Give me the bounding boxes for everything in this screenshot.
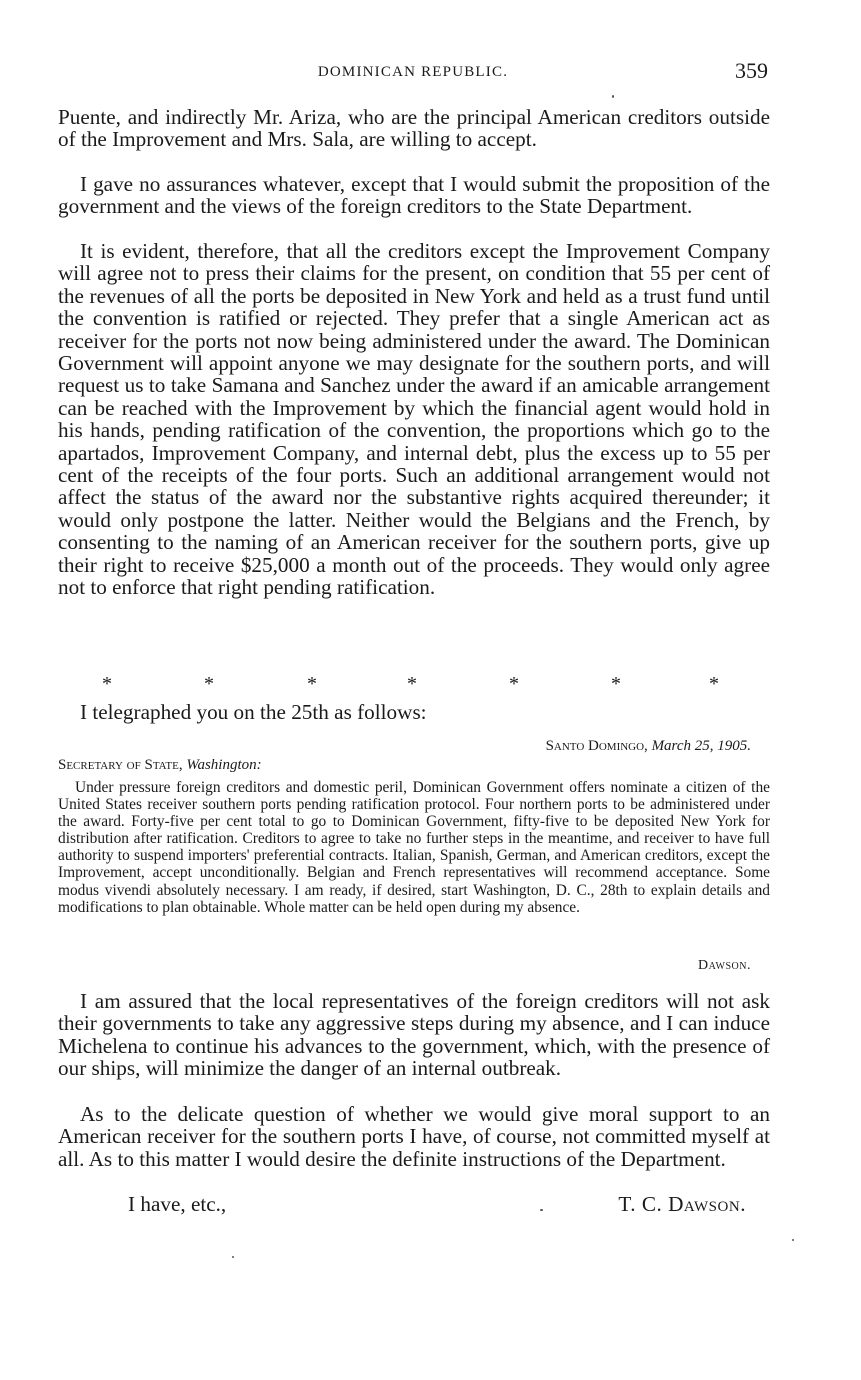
ellipsis-star: * <box>611 673 621 695</box>
telegram-addressee: Secretary of State, <box>58 757 183 773</box>
print-speck <box>612 95 614 98</box>
body-paragraph-4 <box>58 990 770 1080</box>
body-paragraph-5 <box>58 1103 770 1170</box>
paragraph-assurances: I gave no assurances whatever, except that I would submit the proposition of the government and the views of the foreign creditors to the State Department. <box>58 172 770 219</box>
body-paragraph-2 <box>58 173 770 218</box>
telegram-addressee-city: Washington: <box>186 757 262 773</box>
running-head <box>58 58 768 88</box>
telegram-date: March 25, 1905. <box>651 738 751 754</box>
print-speck <box>792 1239 794 1241</box>
paragraph-continuation: Puente, and indirectly Mr. Ariza, who are the principal American creditors outside of the Improvement and Mrs. Sala, are willing to accept. <box>58 105 770 152</box>
ellipsis-star: * <box>307 673 317 695</box>
telegram-body: Under pressure foreign creditors and domestic peril, Dominican Government offers nominate a citizen of the United States receiver southern ports pending ratification protocol. Four northern ports to be administered under the award. Forty-five per cent total to go to Dominican Government, fifty-five to be deposited New York for distribution after ratification. Creditors to agree to take no further steps in the meantime, and receiver to have full authority to suspend importers' preferential contracts. Italian, Spanish, German, and American creditors, except the Improvement, accept unconditionally. Belgian and French representatives will recommend acceptance. Some modus vivendi absolutely necessary. I am ready, if desired, start Washington, D. C., 28th to explain details and modifications to plan obtainable. Whole matter can be held open during my absence. <box>58 779 770 916</box>
ellipsis-stars <box>58 673 770 695</box>
telegram-signature: Dawson. <box>698 958 751 973</box>
letter-signature: T. C. Dawson. <box>618 1192 746 1216</box>
paragraph-assured: I am assured that the local representatives of the foreign creditors will not ask their governments to take any aggressive steps during my absence, and I can induce Michelena to continue his advances to the government, which, with the presence of our ships, will minimize the danger of an internal outbreak. <box>58 989 770 1081</box>
ellipsis-star: * <box>204 673 214 695</box>
letter-closing: I have, etc., <box>128 1192 227 1216</box>
paragraph-moral-support: As to the delicate question of whether we would give moral support to an American receiver for the southern ports I have, of course, not committed myself at all. As to this matter I would desire the definite instructions of the Department. <box>58 1102 770 1171</box>
telegram-address <box>58 757 262 774</box>
page-number: 359 <box>735 58 768 83</box>
telegram-intro: I telegraphed you on the 25th as follows: <box>80 700 427 724</box>
print-speck <box>232 1256 234 1258</box>
ellipsis-star: * <box>407 673 417 695</box>
body-paragraph-1 <box>58 106 770 151</box>
ellipsis-star: * <box>102 673 112 695</box>
ellipsis-star: * <box>709 673 719 695</box>
ellipsis-star: * <box>509 673 519 695</box>
print-speck <box>540 1209 543 1211</box>
running-title: DOMINICAN REPUBLIC. <box>317 64 509 80</box>
paragraph-creditors: It is evident, therefore, that all the creditors except the Improvement Company will agree not to press their claims for the present, on condition that 55 per cent of the revenues of all the ports be deposited in New York and held as a trust fund until the convention is ratified or rejected. They prefer that a single American act as receiver for the ports not now being administered under the award. The Dominican Government will appoint anyone we may designate for the southern ports, and will request us to take Samana and Sanchez under the award if an amicable arrangement can be reached with the Improvement by which the financial agent would hold in his hands, pending ratification of the convention, the proportions which go to the apartados, Improvement Company, and internal debt, plus the excess up to 55 per cent of the receipts of the four ports. Such an additional arrangement would not affect the status of the award nor the substantive rights acquired thereunder; it would only postpone the latter. Neither would the Belgians and the French, by consenting to the naming of an American receiver for the southern ports, give up their right to receive $25,000 a month out of the proceeds. They would only agree not to enforce that right pending ratification. <box>58 239 770 600</box>
body-paragraph-3 <box>58 240 770 599</box>
telegram-place: Santo Domingo, <box>545 738 648 754</box>
telegram-dateline <box>546 738 751 755</box>
